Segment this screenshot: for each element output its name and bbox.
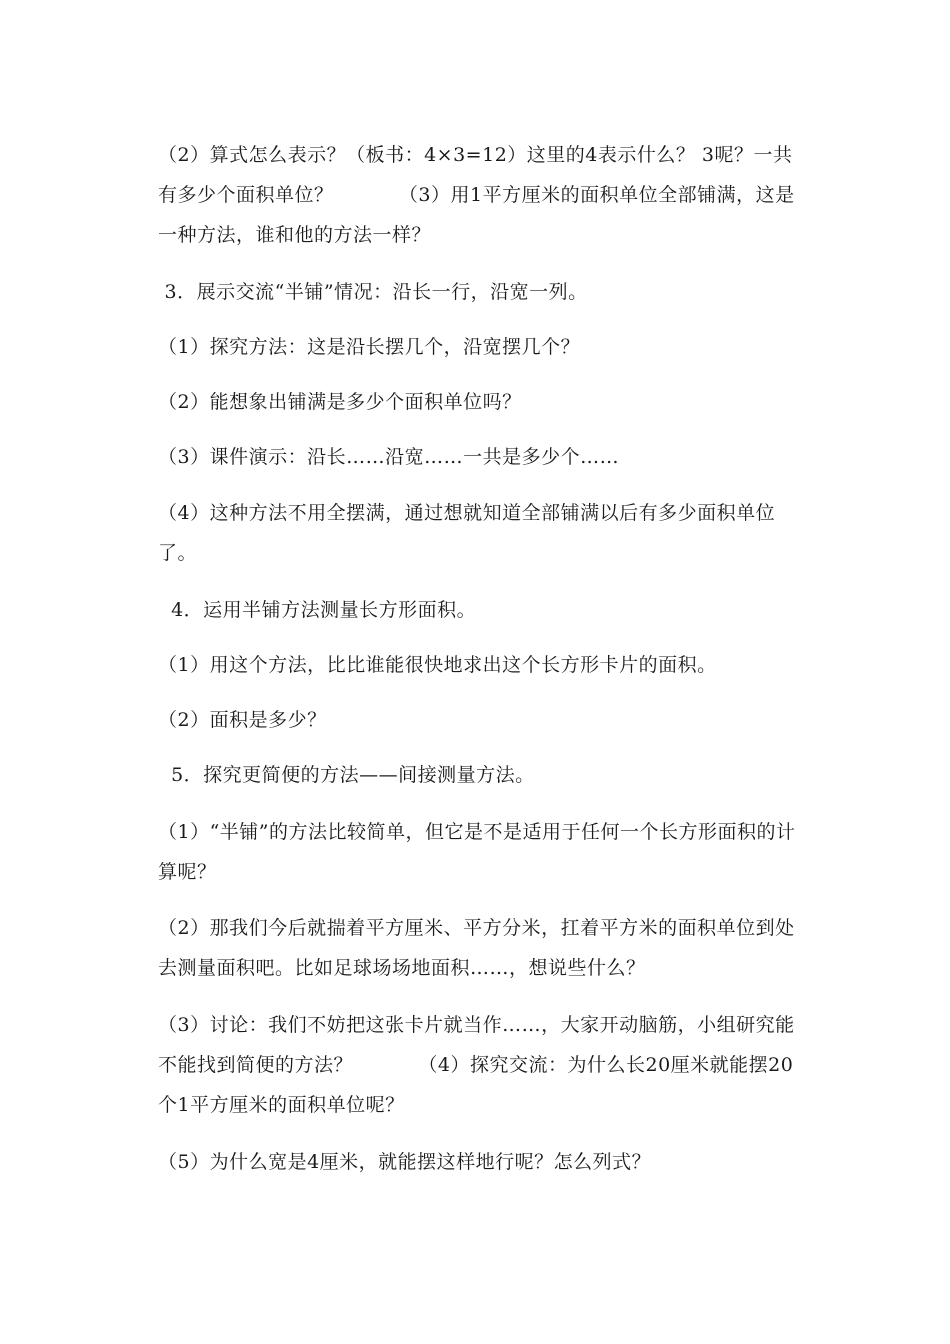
paragraph-3-2: （2）能想象出铺满是多少个面积单位吗？ <box>158 391 522 413</box>
paragraph-4-1: （1）用这个方法，比比谁能很快地求出这个长方形卡片的面积。 <box>158 654 717 676</box>
paragraph-3-4: （4）这种方法不用全摆满，通过想就知道全部铺满以后有多少面积单位了。 <box>158 502 776 564</box>
paragraph-5-2: （2）那我们今后就揣着平方厘米、平方分米，扛着平方米的面积单位到处去测量面积吧。比如足球场场地面积……，想说些什么？ <box>158 917 795 979</box>
paragraph-formula-question: （2）算式怎么表示？（板书：4×3=12）这里的4表示什么？ 3呢？一共有多少个面积单位？ （3）用1平方厘米的面积单位全部铺满，这是一种方法，谁和他的方法一样？ <box>158 144 795 246</box>
paragraph-step-3: 3．展示交流“半铺”情况：沿长一行，沿宽一列。 <box>158 281 588 303</box>
paragraph-3-3: （3）课件演示：沿长……沿宽……一共是多少个…… <box>158 446 620 468</box>
paragraph-4-2: （2）面积是多少？ <box>158 709 327 731</box>
paragraph-3-1: （1）探究方法：这是沿长摆几个，沿宽摆几个？ <box>158 336 581 358</box>
paragraph-step-5: 5．探究更简便的方法——间接测量方法。 <box>158 764 535 786</box>
paragraph-5-1: （1）“半铺”的方法比较简单，但它是不是适用于任何一个长方形面积的计算呢？ <box>158 821 796 883</box>
paragraph-step-4: 4．运用半铺方法测量长方形面积。 <box>158 599 477 621</box>
paragraph-5-5: （5）为什么宽是4厘米，就能摆这样地行呢？怎么列式？ <box>158 1151 652 1173</box>
paragraph-5-3-4: （3）讨论：我们不妨把这张卡片就当作……，大家开动脑筋，小组研究能不能找到简便的方法？ （4）探究交流：为什么长20厘米就能摆20个1平方厘米的面积单位呢？ <box>158 1014 795 1116</box>
